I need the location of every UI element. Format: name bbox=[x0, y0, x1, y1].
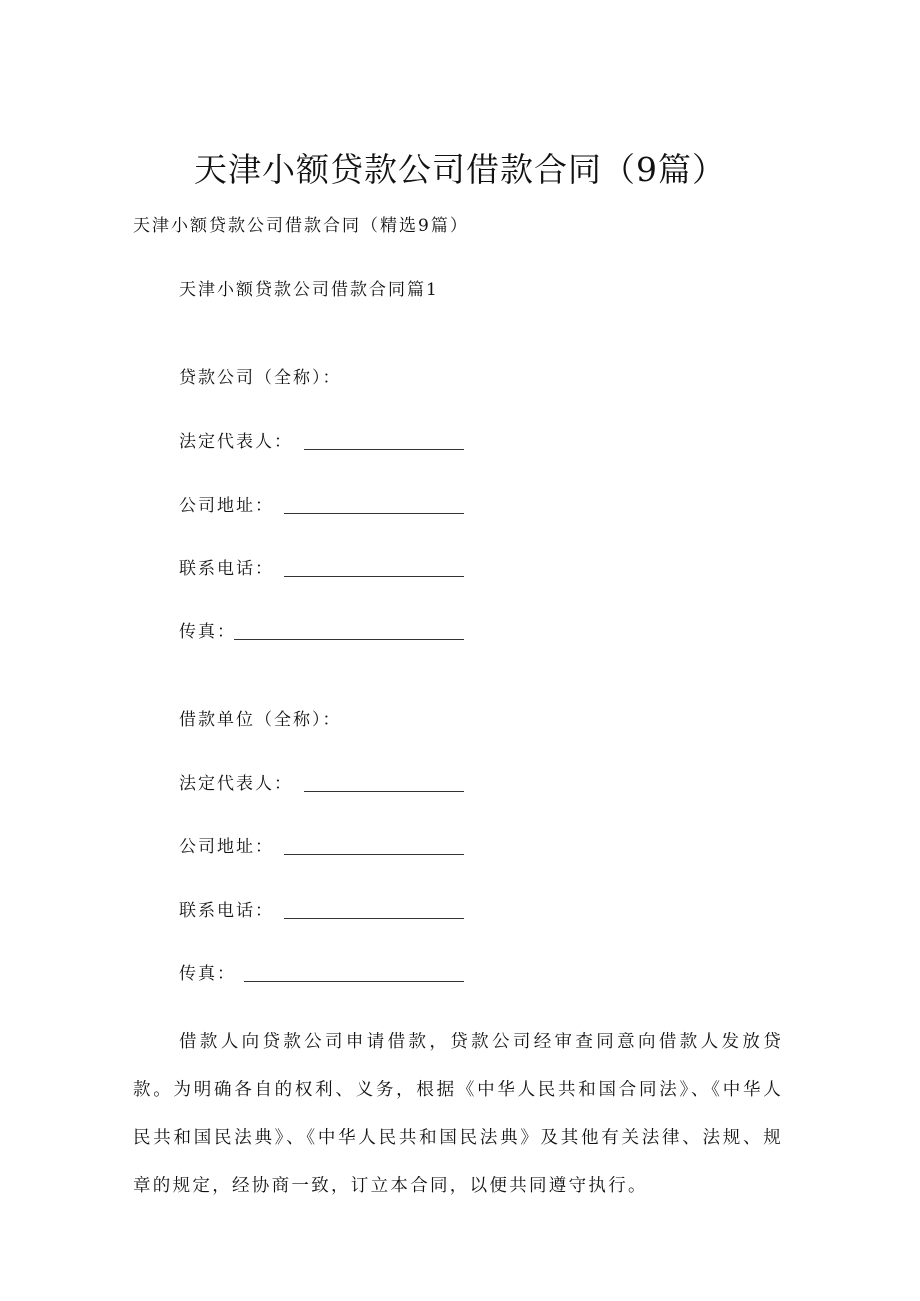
borrower-fax-field[interactable] bbox=[179, 960, 469, 988]
lender-address-label: 公司地址： bbox=[179, 496, 274, 516]
borrower-phone-label: 联系电话： bbox=[179, 901, 274, 921]
lender-phone-blank[interactable] bbox=[284, 576, 464, 577]
borrower-address-label: 公司地址： bbox=[179, 837, 274, 857]
lender-phone-label: 联系电话： bbox=[179, 559, 274, 579]
borrower-address-blank[interactable] bbox=[284, 854, 464, 855]
lender-address-field[interactable] bbox=[179, 492, 469, 520]
lender-heading-label: 贷款公司（全称）： bbox=[179, 368, 342, 388]
borrower-representative-label: 法定代表人： bbox=[179, 774, 293, 794]
lender-address-blank[interactable] bbox=[284, 513, 464, 514]
lender-representative-field[interactable] bbox=[179, 428, 469, 456]
lender-heading bbox=[179, 364, 469, 392]
borrower-heading bbox=[179, 706, 469, 734]
borrower-fax-blank[interactable] bbox=[244, 981, 464, 982]
lender-phone-field[interactable] bbox=[179, 555, 469, 583]
lender-representative-blank[interactable] bbox=[304, 449, 464, 450]
borrower-heading-label: 借款单位（全称）： bbox=[179, 710, 342, 730]
preamble-paragraph: 借款人向贷款公司申请借款，贷款公司经审查同意向借款人发放贷款。为明确各自的权利、义务，根据《中华人民共和国合同法》、《中华人民共和国民法典》、《中华人民共和国民法典》及其他有关法律、法规、规章的规定，经协商一致，订立本合同，以便共同遵守执行。 bbox=[133, 1032, 783, 1196]
borrower-phone-blank[interactable] bbox=[284, 918, 464, 919]
borrower-address-field[interactable] bbox=[179, 833, 469, 861]
lender-representative-label: 法定代表人： bbox=[179, 432, 293, 452]
section-heading: 天津小额贷款公司借款合同篇1 bbox=[179, 280, 439, 300]
borrower-phone-field[interactable] bbox=[179, 897, 469, 925]
document-subtitle: 天津小额贷款公司借款合同（精选9篇） bbox=[133, 216, 469, 236]
lender-fax-label: 传真： bbox=[179, 622, 236, 642]
document-title: 天津小额贷款公司借款合同（9篇） bbox=[194, 150, 726, 189]
borrower-representative-blank[interactable] bbox=[304, 791, 464, 792]
lender-fax-blank[interactable] bbox=[234, 639, 464, 640]
lender-fax-field[interactable] bbox=[179, 618, 469, 646]
borrower-fax-label: 传真： bbox=[179, 964, 236, 984]
borrower-representative-field[interactable] bbox=[179, 770, 469, 798]
